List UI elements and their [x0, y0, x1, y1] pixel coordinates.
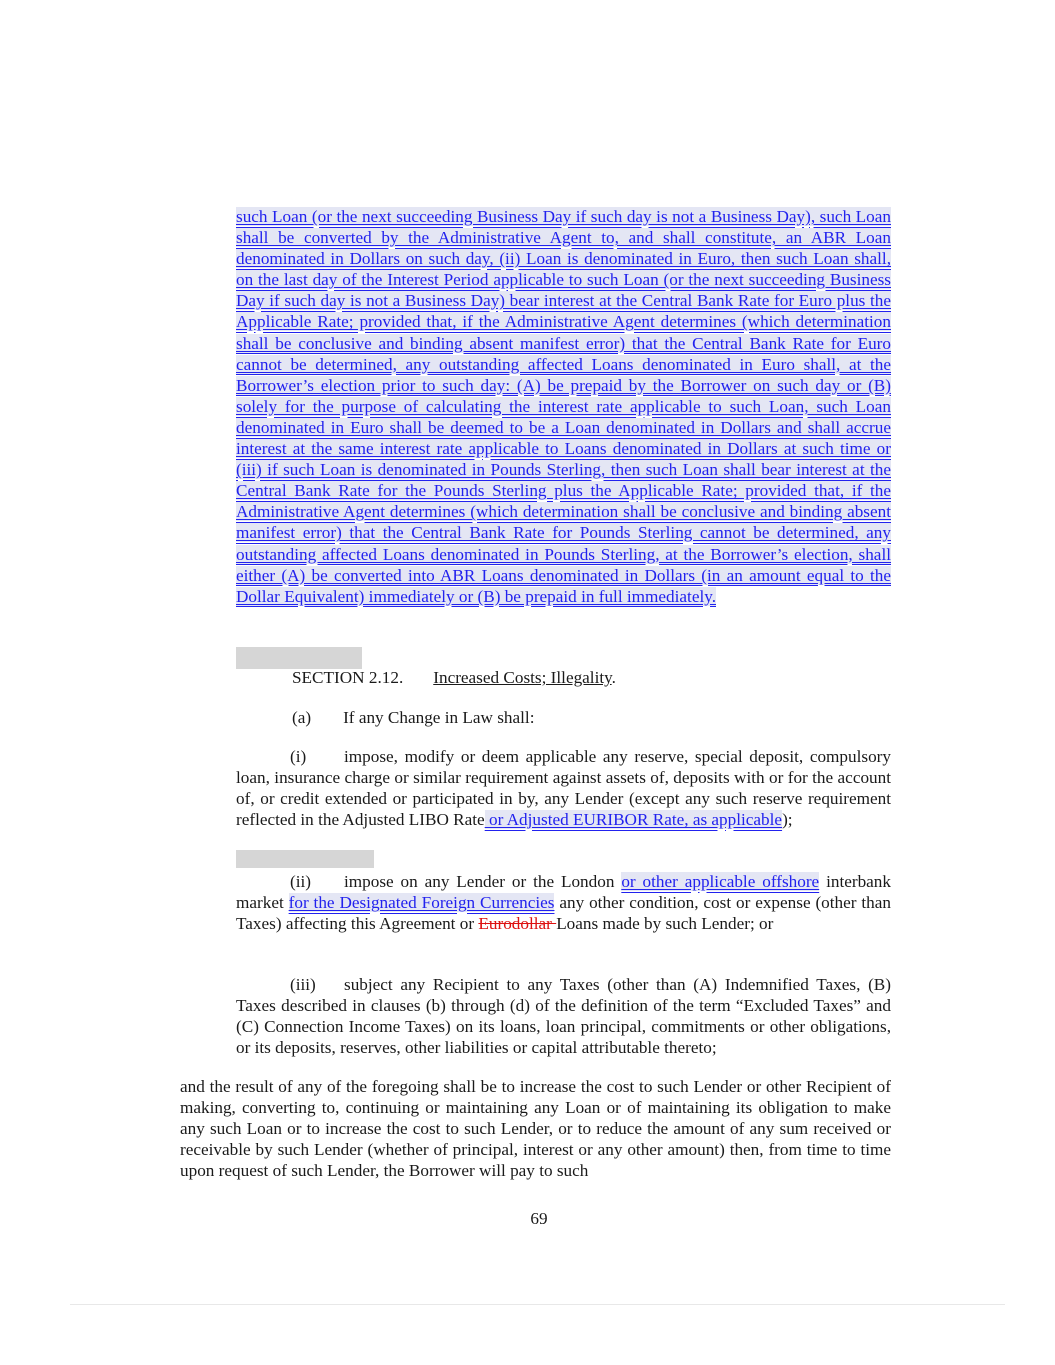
- inserted-text: such Loan (or the next succeeding Business Day if such day is not a Business Day), such Loan shall be converted by the Administrative Agent to, and shall constitute, an ABR Loan denominated in Dollars on such day, (ii) Loan is denominated in Euro, then such Loan shall, on the last day of the Interest Period applicable to such Loan (or the next succeeding Business Day if such day is not a Business Day) bear interest at the Central Bank Rate for Euro plus the Applicable Rate; provided that, if the Administrative Agent determines (which determination shall be conclusive and binding absent manifest error) that the Central Bank Rate for Euro cannot be determined, any outstanding affected Loans denominated in Euro shall, at the Borrower’s election prior to such day: (A) be prepaid by the Borrower on such day or (B) solely for the purpose of calculating the interest rate applicable to such Loan, such Loan denominated in Euro shall be deemed to be a Loan denominated in Dollars and shall accrue interest at the same interest rate applicable to Loans denominated in Dollars at such time or (iii) if such Loan is denominated in Pounds Sterling, then such Loan shall bear interest at the Central Bank Rate for the Pounds Sterling plus the Applicable Rate; provided that, if the Administrative Agent determines (which determination shall be conclusive and binding absent manifest error) that the Central Bank Rate for Pounds Sterling cannot be determined, any outstanding affected Loans denominated in Pounds Sterling, at the Borrower’s election, shall either (A) be converted into ABR Loans denominated in Dollars (in an amount equal to the Dollar Equivalent) immediately or (B) be prepaid in full immediately.: [236, 207, 891, 606]
- inserted-text: or other applicable offshore: [621, 872, 820, 891]
- inserted-text: or Adjusted EURIBOR Rate, as applicable: [484, 810, 783, 830]
- clause-text: Loans made by such Lender; or: [556, 914, 774, 934]
- paragraph-text: and the result of any of the foregoing shall be to increase the cost to such Lender or other Recipient of making, converting to, continuing or maintaining any Loan or of maintaining its obligation to make any such Loan or to increase the cost to such Lender, or to reduce the amount of any sum received or receivable by such Lender (whether of principal, interest or any other amount) then, from time to time upon request of such Lender, the Borrower will pay to such: [180, 1077, 891, 1181]
- section-title-period: .: [611, 668, 616, 687]
- section-number: SECTION 2.12.: [292, 668, 404, 687]
- inserted-paragraph: [236, 206, 891, 607]
- clause-a: [292, 707, 892, 728]
- page-number: 69: [530, 1209, 548, 1228]
- section-heading: [292, 667, 892, 688]
- deleted-text: Eurodollar: [478, 914, 557, 934]
- clause-i: [236, 746, 891, 830]
- clause-text: any other condition, cost or expense (other than Taxes) affecting this Agreement or: [236, 893, 891, 934]
- clause-ii: [236, 871, 891, 934]
- clause-text: If any Change in Law shall:: [343, 708, 535, 727]
- clause-label: (a): [292, 708, 312, 727]
- section-title: Increased Costs; Illegality: [433, 668, 612, 687]
- clause-label: (ii): [290, 872, 311, 891]
- change-highlight-bar: [236, 850, 374, 868]
- inserted-text: for the Designated Foreign Currencies: [288, 893, 555, 913]
- clause-text: impose on any Lender or the London: [344, 872, 622, 891]
- clause-iii: [236, 974, 891, 1058]
- page-divider: [70, 1304, 1005, 1305]
- clause-text-end: );: [782, 810, 793, 830]
- clause-text: impose, modify or deem applicable any reserve, special deposit, compulsory loan, insurance charge or similar requirement against assets of, deposits with or for the account of, or credit extended or participated in by, any Lender (except any such reserve requirement reflected in the Adjusted LIBO Rate: [236, 747, 891, 830]
- result-paragraph: [180, 1076, 891, 1181]
- clause-text: interbank market: [236, 872, 891, 913]
- clause-text: subject any Recipient to any Taxes (other than (A) Indemnified Taxes, (B) Taxes described in clauses (b) through (d) of the definition of the term “Excluded Taxes” and (C) Connection Income Taxes) on its loans, loan principal, commitments or other obligations, or its deposits, reserves, other liabilities or capital attributable thereto;: [236, 975, 891, 1058]
- clause-label: (i): [290, 747, 307, 766]
- change-highlight-bar: [236, 647, 362, 669]
- clause-label: (iii): [290, 975, 316, 994]
